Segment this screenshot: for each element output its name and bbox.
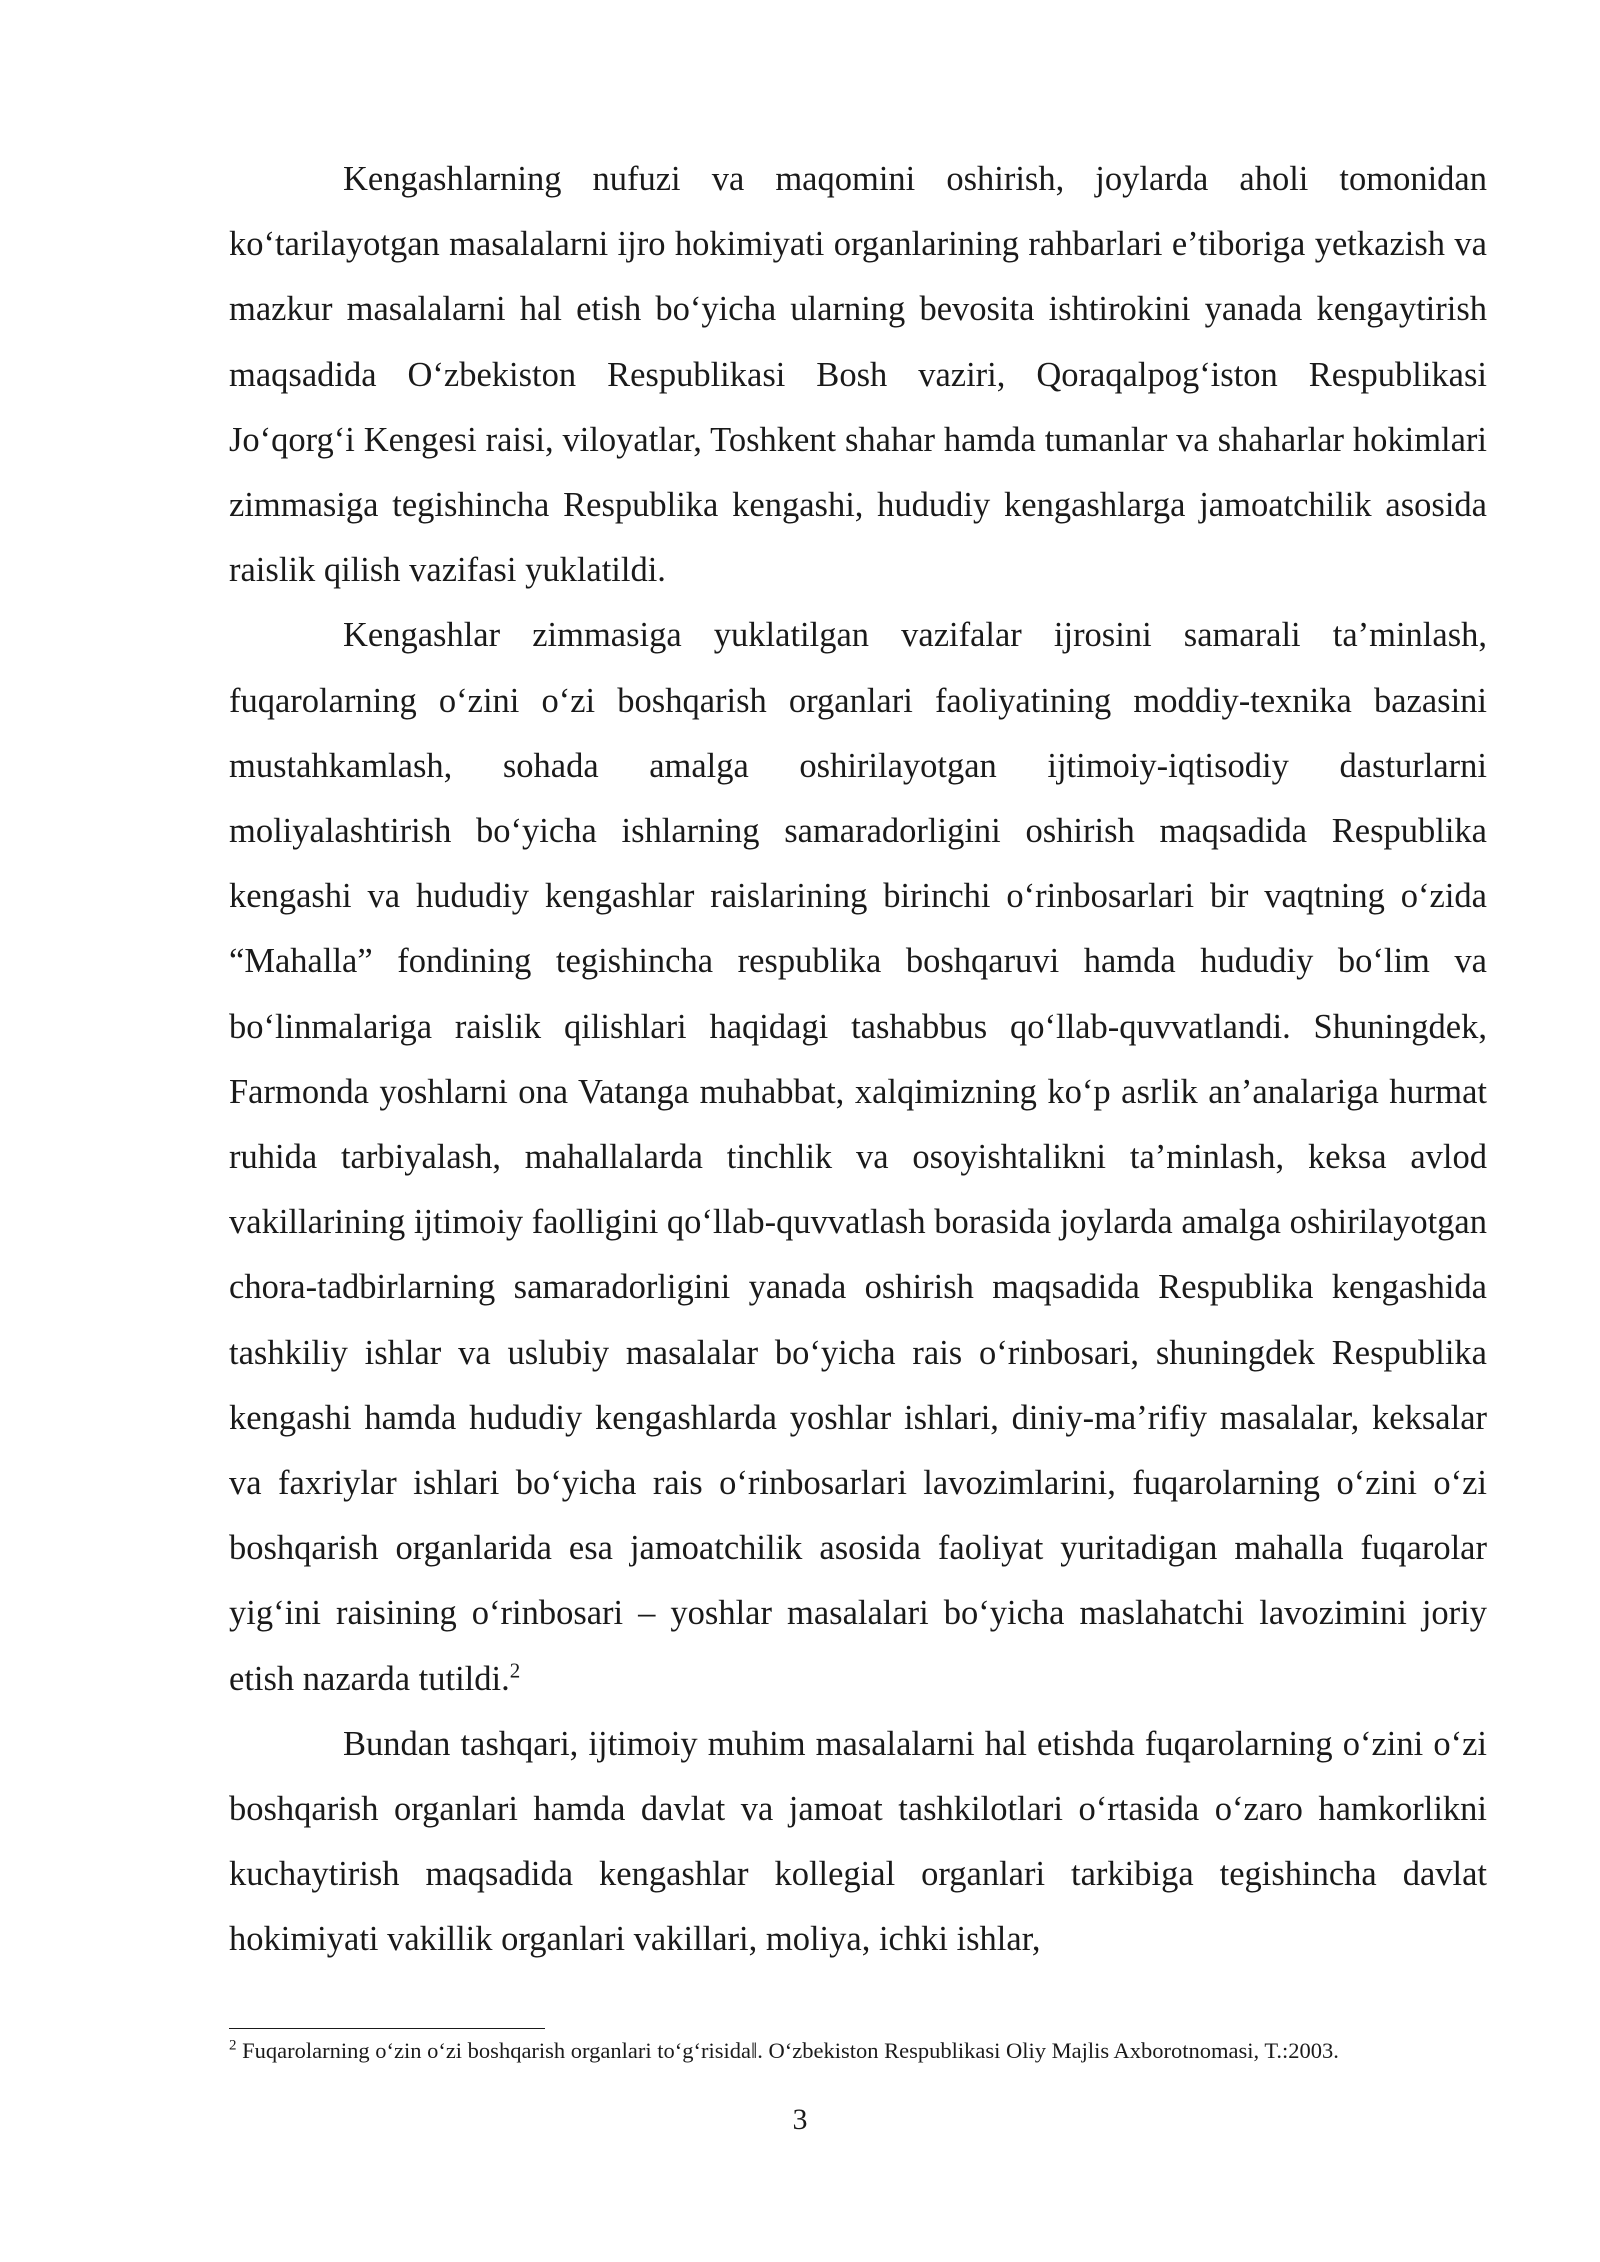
footnote-reference[interactable]: 2: [509, 1658, 521, 1683]
footnote-number: 2: [229, 2037, 237, 2054]
footnote: [229, 2036, 1487, 2065]
body-text: [229, 147, 1487, 1973]
paragraph-1: [229, 147, 1487, 603]
page-number: 3: [792, 2103, 808, 2136]
footnote-text: Fuqarolarning o‘zin o‘zi boshqarish organlari to‘g‘risida‖. O‘zbekiston Respublikasi Oliy Majlis Axborotnomasi, T.:2003.: [236, 2038, 1339, 2063]
paragraph-2: [229, 603, 1487, 1711]
paragraph-1-text: Kengashlarning nufuzi va maqomini oshirish, joylarda aholi tomonidan ko‘tarilayotgan masalalarni ijro hokimiyati organlarining rahbarlari e’tiboriga yetkazish va mazkur masalalarni hal etish bo‘yicha ularning bevosita ishtirokini yanada kengaytirish maqsadida O‘zbekiston Respublikasi Bosh vaziri, Qoraqalpog‘iston Respublikasi Jo‘qorg‘i Kengesi raisi, viloyatlar, Toshkent shahar hamda tumanlar va shaharlar hokimlari zimmasiga tegishincha Respublika kengashi, hududiy kengashlarga jamoatchilik asosida raislik qilish vazifasi yuklatildi.: [229, 160, 1487, 590]
paragraph-2-text: Kengashlar zimmasiga yuklatilgan vazifalar ijrosini samarali ta’minlash, fuqarolarning o‘zini o‘zi boshqarish organlari faoliyatining moddiy-texnika bazasini mustahkamlash, sohada amalga oshirilayotgan ijtimoiy-iqtisodiy dasturlarni moliyalashtirish bo‘yicha ishlarning samaradorligini oshirish maqsadida Respublika kengashi va hududiy kengashlar raislarining birinchi o‘rinbosarlari bir vaqtning o‘zida “Mahalla” fondining tegishincha respublika boshqaruvi hamda hududiy bo‘lim va bo‘linmalariga raislik qilishlari haqidagi tashabbus qo‘llab-quvvatlandi. Shuningdek, Farmonda yoshlarni ona Vatanga muhabbat, xalqimizning ko‘p asrlik an’analariga hurmat ruhida tarbiyalash, mahallalarda tinchlik va osoyishtalikni ta’minlash, keksa avlod vakillarining ijtimoiy faolligini qo‘llab-quvvatlash borasida joylarda amalga oshirilayotgan chora-tadbirlarning samaradorligini yanada oshirish maqsadida Respublika kengashida tashkiliy ishlar va uslubiy masalalar bo‘yicha rais o‘rinbosari, shuningdek Respublika kengashi hamda hududiy kengashlarda yoshlar ishlari, diniy-ma’rifiy masalalar, keksalar va faxriylar ishlari bo‘yicha rais o‘rinbosarlari lavozimlarini, fuqarolarning o‘zini o‘zi boshqarish organlarida esa jamoatchilik asosida faoliyat yuritadigan mahalla fuqarolar yig‘ini raisining o‘rinbosari – yoshlar masalalari bo‘yicha maslahatchi lavozimini joriy etish nazarda tutildi.: [229, 616, 1487, 1698]
footnote-separator: [229, 2028, 545, 2029]
paragraph-3: [229, 1712, 1487, 1973]
paragraph-3-text: Bundan tashqari, ijtimoiy muhim masalalarni hal etishda fuqarolarning o‘zini o‘zi boshqarish organlari hamda davlat va jamoat tashkilotlari o‘rtasida o‘zaro hamkorlikni kuchaytirish maqsadida kengashlar kollegial organlari tarkibiga tegishincha davlat hokimiyati vakillik organlari vakillari, moliya, ichki ishlar,: [229, 1724, 1487, 1959]
